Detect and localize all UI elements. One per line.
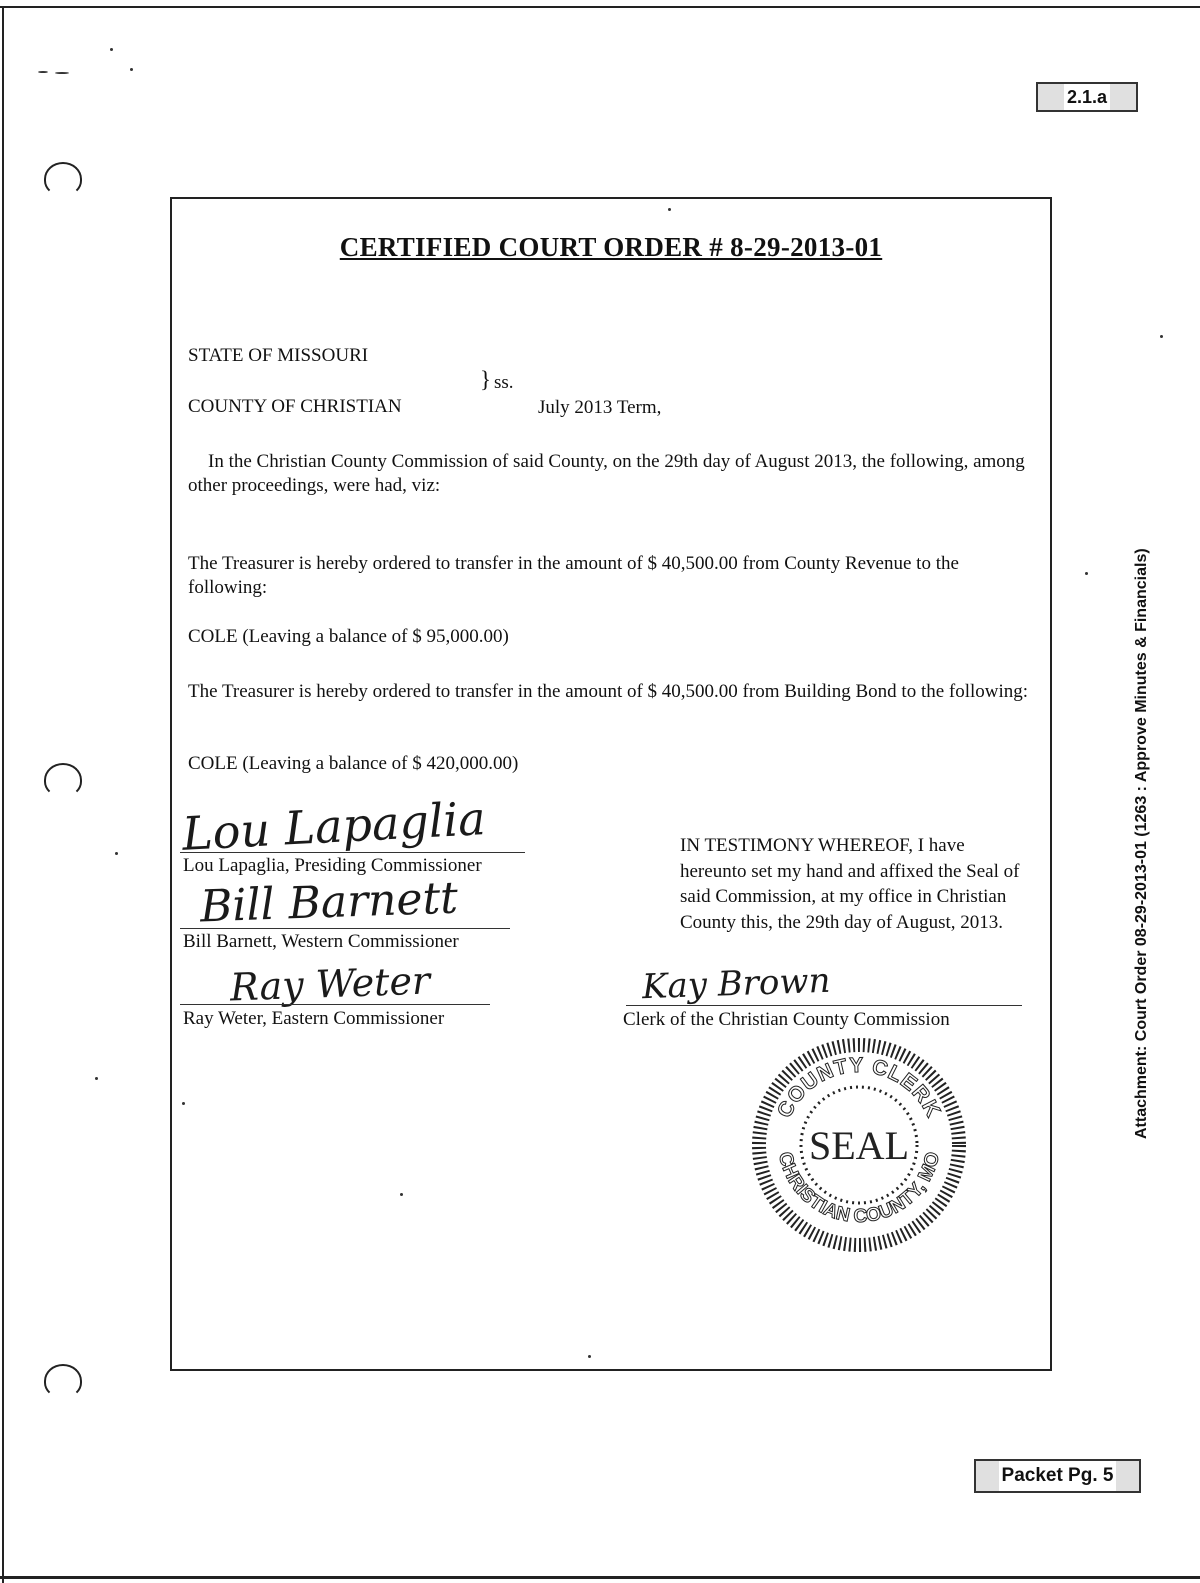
ss-brace: } xyxy=(480,367,492,392)
western-commissioner-label: Bill Barnett, Western Commissioner xyxy=(183,931,459,952)
county-line: COUNTY OF CHRISTIAN xyxy=(188,396,402,417)
seal-bottom-arc-text: CHRISTIAN COUNTY, MO xyxy=(773,1149,945,1228)
punch-hole-top xyxy=(44,162,82,196)
page-tag-text: 2.1.a xyxy=(1064,84,1110,110)
scan-speck xyxy=(38,71,48,73)
packet-page-tag xyxy=(974,1459,1141,1493)
scan-speck xyxy=(115,852,118,855)
clerk-label: Clerk of the Christian County Commission xyxy=(623,1009,950,1030)
transfer-paragraph-1: The Treasurer is hereby ordered to transfer in the amount of $ 40,500.00 from County Revenue to the following: xyxy=(188,553,959,598)
eastern-commissioner-label: Ray Weter, Eastern Commissioner xyxy=(183,1008,445,1029)
clerk-signature-line xyxy=(626,1005,1022,1006)
scan-speck xyxy=(1160,335,1163,338)
eastern-signature-line xyxy=(180,1004,490,1005)
scan-speck xyxy=(110,48,113,51)
balance-line-2: COLE (Leaving a balance of $ 420,000.00) xyxy=(188,753,519,774)
page-edge-left xyxy=(2,6,4,1583)
page-edge-top xyxy=(0,6,1200,8)
attachment-side-label: Attachment: Court Order 08-29-2013-01 (1263 : Approve Minutes & Financials) xyxy=(1133,548,1150,1139)
testimony-paragraph: IN TESTIMONY WHEREOF, I have hereunto set my hand and affixed the Seal of said Commission, at my office in Christian County this, the 29th day of August, 2013. xyxy=(680,835,1020,933)
scan-speck xyxy=(130,68,133,71)
scan-speck xyxy=(95,1077,98,1080)
punch-hole-bottom xyxy=(44,1364,82,1398)
scan-speck xyxy=(1085,572,1088,575)
balance-line-1: COLE (Leaving a balance of $ 95,000.00) xyxy=(188,626,509,647)
term-line: July 2013 Term, xyxy=(538,397,662,418)
clerk-signature: Kay Brown xyxy=(641,960,832,1008)
seal-top-arc-text: COUNTY CLERK xyxy=(772,1053,946,1122)
county-clerk-seal xyxy=(744,1035,974,1255)
scan-speck xyxy=(55,72,69,74)
presiding-commissioner-label: Lou Lapaglia, Presiding Commissioner xyxy=(183,855,482,876)
packet-page-text: Packet Pg. 5 xyxy=(999,1461,1117,1491)
transfer-paragraph-2: The Treasurer is hereby ordered to transfer in the amount of $ 40,500.00 from Building Bond to the following: xyxy=(188,681,1029,702)
ss-label: ss. xyxy=(494,372,514,393)
western-signature: Bill Barnett xyxy=(199,872,459,933)
presiding-signature: Lou Lapaglia xyxy=(180,791,487,861)
state-line: STATE OF MISSOURI xyxy=(188,345,369,366)
eastern-signature: Ray Weter xyxy=(229,958,431,1010)
order-title: CERTIFIED COURT ORDER # 8-29-2013-01 xyxy=(339,232,883,262)
intro-paragraph: In the Christian County Commission of said County, on the 29th day of August 2013, the following, among other proceedings, were had, viz: xyxy=(188,451,1025,496)
seal-center-text: SEAL xyxy=(809,1123,909,1168)
page-edge-bottom xyxy=(0,1576,1200,1579)
page-tag xyxy=(1036,82,1138,112)
punch-hole-middle xyxy=(44,763,82,797)
